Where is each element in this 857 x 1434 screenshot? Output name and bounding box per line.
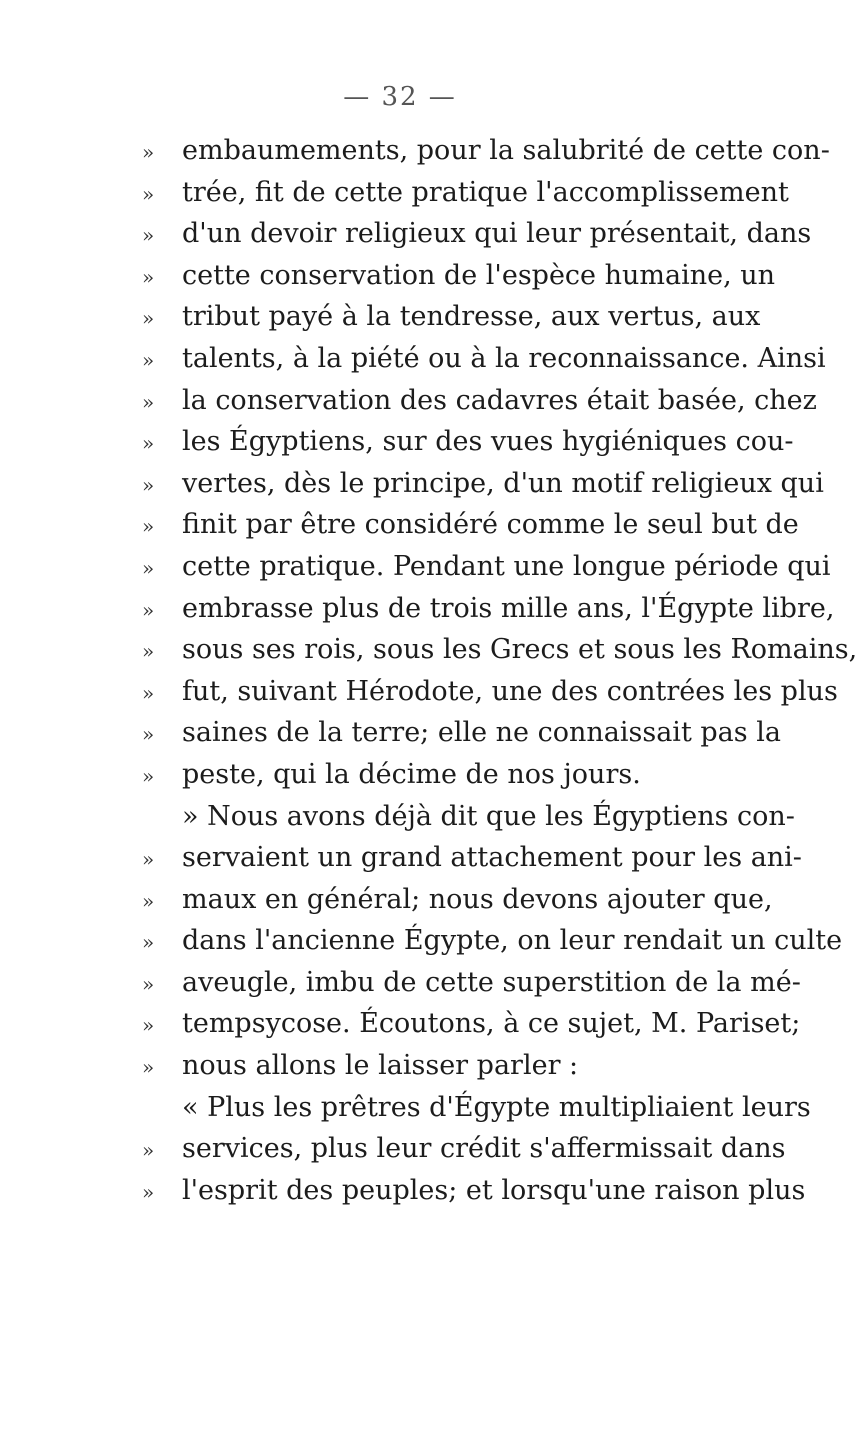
text-line [142, 172, 789, 214]
line-text: embaumements, pour la salubrité de cette con- [182, 135, 830, 166]
text-line [142, 962, 801, 1004]
line-text: tempsycose. Écoutons, à ce sujet, M. Pariset; [182, 1008, 801, 1040]
quote-mark: » [142, 431, 155, 456]
quote-mark: » [142, 847, 155, 872]
line-text: l'esprit des peuples; et lorsqu'une raison plus [182, 1174, 806, 1206]
quote-mark: » [142, 597, 155, 622]
line-text: sous ses rois, sous les Grecs et sous les Romains, [182, 634, 857, 666]
text-line [142, 588, 835, 630]
quote-mark: » [142, 181, 155, 206]
body-text [142, 130, 857, 1211]
line-text: aveugle, imbu de cette superstition de la mé- [182, 966, 801, 998]
text-line [142, 1045, 712, 1087]
quote-mark: » [142, 888, 155, 913]
line-text: « Plus les prêtres d'Égypte multipliaient leurs [182, 1091, 811, 1123]
line-text: cette pratique. Pendant une longue période qui [182, 550, 831, 582]
line-text: la conservation des cadavres était basée, chez [182, 384, 817, 416]
quote-mark: » [142, 555, 155, 580]
line-text: les Égyptiens, sur des vues hygiéniques cou- [182, 426, 794, 458]
line-text: cette conservation de l'espèce humaine, un [182, 259, 776, 291]
text-line [142, 380, 817, 422]
text-line [142, 130, 830, 172]
page-number: — 32 — [343, 82, 457, 112]
quote-mark: » [142, 722, 155, 747]
line-text: services, plus leur crédit s'affermissait dans [182, 1133, 786, 1165]
line-text: dans l'ancienne Égypte, on leur rendait un culte [182, 925, 843, 957]
quote-mark: » [142, 639, 155, 664]
quote-mark: » [142, 389, 155, 414]
quote-mark: » [142, 347, 155, 372]
line-text: embrasse plus de trois mille ans, l'Égypte libre, [182, 592, 835, 624]
text-line [142, 1170, 806, 1212]
quote-mark: » [142, 1138, 155, 1163]
text-line [142, 712, 781, 754]
line-text: talents, à la piété ou à la reconnaissance. Ainsi [182, 342, 826, 374]
line-text: trée, fit de cette pratique l'accomplissement [182, 176, 789, 208]
quote-mark: » [142, 264, 155, 289]
text-line [142, 1087, 811, 1129]
text-line [142, 671, 838, 713]
text-line [142, 837, 802, 879]
quote-mark: » [142, 306, 155, 331]
line-text: » Nous avons déjà dit que les Égyptiens con- [182, 800, 795, 832]
text-line [142, 1128, 786, 1170]
text-line [142, 1003, 801, 1045]
text-line [142, 213, 812, 255]
line-text: maux en général; nous devons ajouter que, [182, 883, 773, 915]
quote-mark: » [142, 140, 155, 164]
quote-mark: » [142, 1179, 155, 1204]
quote-mark: » [142, 514, 155, 539]
line-text: peste, qui la décime de nos jours. [182, 758, 641, 790]
quote-mark: » [142, 1055, 155, 1080]
quote-mark: » [142, 223, 155, 248]
line-text: saines de la terre; elle ne connaissait pas la [182, 717, 781, 749]
line-text: d'un devoir religieux qui leur présentait, dans [182, 218, 812, 250]
line-text: vertes, dès le principe, d'un motif religieux qui [182, 467, 824, 499]
text-line [142, 296, 761, 338]
line-text: finit par être considéré comme le seul but de [182, 509, 799, 541]
text-line [142, 338, 826, 380]
text-line [142, 463, 824, 505]
text-line [142, 546, 831, 588]
text-line [142, 629, 857, 671]
line-text: fut, suivant Hérodote, une des contrées les plus [182, 675, 838, 707]
text-line [142, 920, 843, 962]
text-line [142, 879, 773, 921]
quote-mark: » [142, 1013, 155, 1038]
text-line [142, 255, 776, 297]
quote-mark: » [142, 763, 155, 788]
quote-mark: » [142, 971, 155, 996]
text-line [142, 796, 795, 838]
quote-mark: » [142, 930, 155, 955]
line-text: nous allons le laisser parler : [182, 1050, 579, 1082]
line-text: servaient un grand attachement pour les ani- [182, 842, 802, 874]
quote-mark: » [142, 472, 155, 497]
quote-mark: » [142, 680, 155, 705]
text-line [142, 504, 799, 546]
text-line [142, 754, 712, 796]
line-text: tribut payé à la tendresse, aux vertus, aux [182, 301, 761, 333]
text-line [142, 421, 794, 463]
